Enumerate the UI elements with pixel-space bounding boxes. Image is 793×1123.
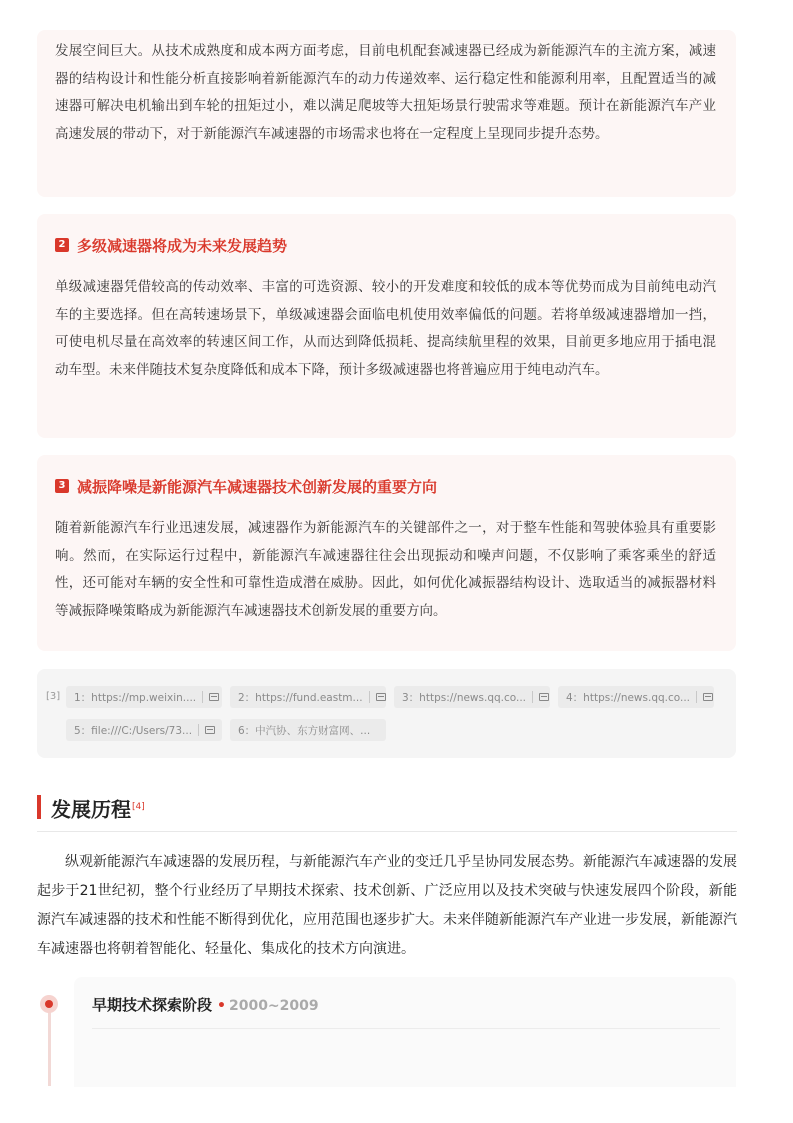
phase-heading (92, 994, 319, 1015)
reference-text: 2：https://fund.eastm... (238, 691, 363, 704)
copy-link-icon[interactable] (703, 693, 713, 701)
divider (198, 724, 199, 736)
section-intro: 纵观新能源汽车减速器的发展历程，与新能源汽车产业的变迁几乎呈协同发展态势。新能源汽车减速器的发展起步于21世纪初，整个行业经历了早期技术探索、技术创新、广泛应用以及技术突破与快速发展四个阶段，新能源汽车减速器的技术和性能不断得到优化，应用范围也逐步扩大。未来伴随新能源汽车产业进一步发展，新能源汽车减速器也将朝着智能化、轻量化、集成化的技术方向演进。 (37, 854, 737, 957)
divider (532, 691, 533, 703)
section-title-text: 发展历程 (51, 797, 131, 822)
section-heading (37, 793, 737, 833)
reference-text: 5：file:///C:/Users/73... (74, 724, 193, 737)
number-badge: 2 (55, 238, 69, 252)
number-badge: 3 (55, 479, 69, 493)
phase-divider (92, 1028, 720, 1029)
copy-link-icon[interactable] (209, 693, 219, 701)
phase-years: 2000~2009 (228, 998, 319, 1014)
references-panel (37, 669, 736, 758)
copy-link-icon[interactable] (205, 726, 215, 734)
citation-link[interactable]: [4] (132, 802, 145, 812)
phase-separator: • (217, 998, 226, 1014)
reference-text: 4：https://news.qq.co... (566, 691, 691, 704)
trend-text: 单级减速器凭借较高的传动效率、丰富的可选资源、较小的开发难度和较低的成本等优势而成为目前纯电动汽车的主要选择。但在高转速场景下，单级减速器会面临电机使用效率偏低的问题。若将单级减速器增加一挡，可使电机尽量在高效率的转速区间工作，从而达到降低损耗、提高续航里程的效果，目前更多地应用于插电混动车型。未来伴随技术复杂度降低和成本下降，预计多级减速器也将普遍应用于纯电动汽车。 (55, 279, 716, 378)
trend-card-2 (37, 214, 736, 438)
reference-chip-3[interactable] (394, 686, 550, 708)
divider (202, 691, 203, 703)
trend-title-text: 减振降噪是新能源汽车减速器技术创新发展的重要方向 (77, 477, 438, 496)
reference-chip-1[interactable] (66, 686, 222, 708)
reference-chip-6[interactable] (230, 719, 386, 741)
trend-text: 发展空间巨大。从技术成熟度和成本两方面考虑，目前电机配套减速器已经成为新能源汽车的主流方案，减速器的结构设计和性能分析直接影响着新能源汽车的动力传递效率、运行稳定性和能源利用率，且配置适当的减速器可解决电机输出到车轮的扭矩过小，难以满足爬坡等大扭矩场景行驶需求等难题。预计在新能源汽车产业高速发展的带动下，对于新能源汽车减速器的市场需求也将在一定程度上呈现同步提升态势。 (55, 43, 716, 142)
trend-title-text: 多级减速器将成为未来发展趋势 (77, 236, 288, 255)
trend-card-1-continuation (37, 30, 736, 197)
reference-text: 1：https://mp.weixin.... (74, 691, 197, 704)
reference-text: 3：https://news.qq.co... (402, 691, 527, 704)
reference-chip-2[interactable] (230, 686, 386, 708)
divider (696, 691, 697, 703)
timeline-phase-card (74, 977, 736, 1087)
reference-text: 6：中汽协、东方财富网、... (238, 724, 371, 737)
trend-text: 随着新能源汽车行业迅速发展，减速器作为新能源汽车的关键部件之一，对于整车性能和驾驶体验具有重要影响。然而，在实际运行过程中，新能源汽车减速器往往会出现振动和噪声问题，不仅影响了乘客乘坐的舒适性，还可能对车辆的安全性和可靠性造成潜在威胁。因此，如何优化减振器结构设计、选取适当的减振器材料等减振降噪策略成为新能源汽车减速器技术创新发展的重要方向。 (55, 520, 716, 619)
timeline-dot-icon (40, 995, 58, 1013)
phase-title: 早期技术探索阶段 (92, 996, 213, 1014)
heading-accent-bar (37, 795, 41, 819)
reference-label: [3] (46, 691, 61, 702)
trend-card-3 (37, 455, 736, 651)
timeline-line (48, 1006, 51, 1086)
copy-link-icon[interactable] (376, 693, 386, 701)
trend-title (55, 234, 716, 256)
divider (369, 691, 370, 703)
heading-divider (37, 831, 737, 832)
trend-title (55, 475, 716, 497)
reference-chip-4[interactable] (558, 686, 714, 708)
copy-link-icon[interactable] (539, 693, 549, 701)
reference-chip-5[interactable] (66, 719, 222, 741)
section-title (51, 793, 145, 824)
